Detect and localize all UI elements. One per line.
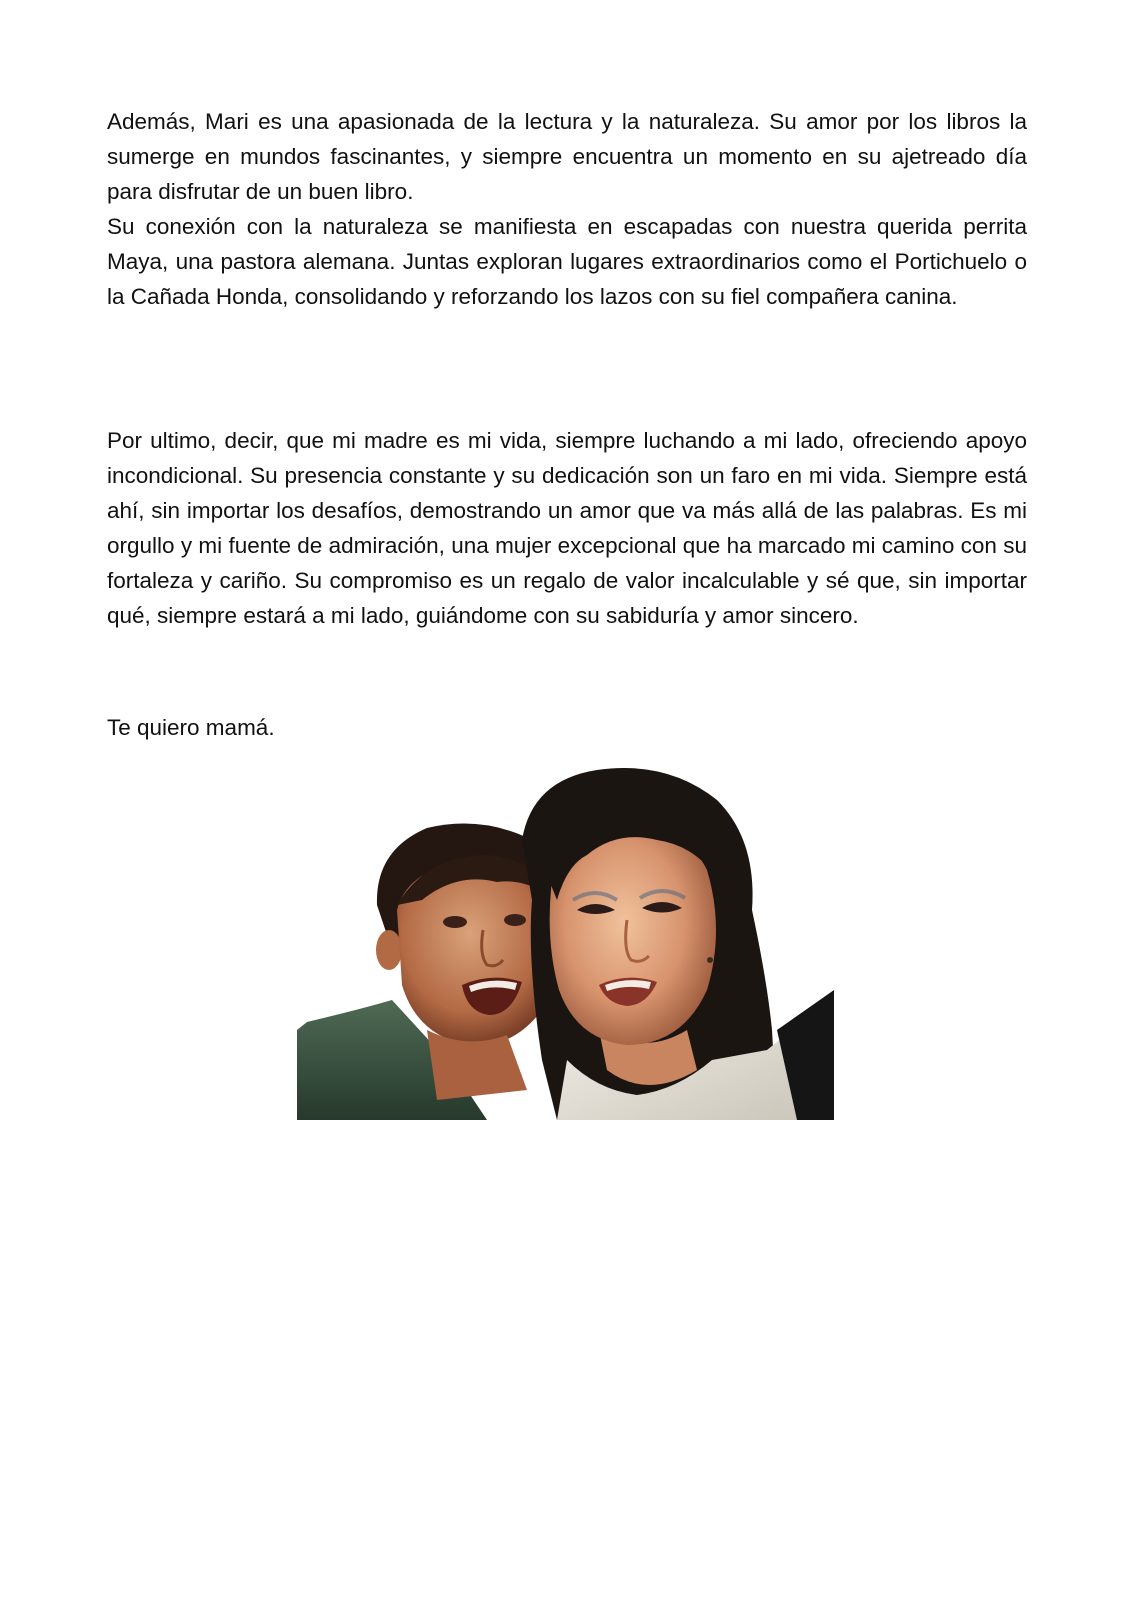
paragraph-nature: Su conexión con la naturaleza se manifiesta en escapadas con nuestra querida perrita Maya, una pastora alemana. Juntas exploran lugares extraordinarios como el Portichuelo o la Cañada Honda, consolidando y reforzando los lazos con su fiel compañera canina. (107, 214, 1027, 309)
paragraph-reading: Además, Mari es una apasionada de la lectura y la naturaleza. Su amor por los libros la sumerge en mundos fascinantes, y siempre encuentra un momento en su ajetreado día para disfrutar de un buen libro. (107, 109, 1027, 204)
mother-son-photo (297, 760, 834, 1120)
paragraph-tribute: Por ultimo, decir, que mi madre es mi vida, siempre luchando a mi lado, ofreciendo apoyo incondicional. Su presencia constante y su dedicación son un faro en mi vida. Siempre está ahí, sin importar los desafíos, demostrando un amor que va más allá de las palabras. Es mi orgullo y mi fuente de admiración, una mujer excepcional que ha marcado mi camino con su fortaleza y cariño. Su compromiso es un regalo de valor incalculable y sé que, sin importar qué, siempre estará a mi lado, guiándome con su sabiduría y amor sincero. (107, 428, 1027, 628)
closing-line (107, 710, 1027, 745)
closing-text: Te quiero mamá. (107, 715, 275, 740)
paragraph-group-tribute (107, 423, 1027, 633)
paragraph-group-hobbies (107, 104, 1027, 314)
